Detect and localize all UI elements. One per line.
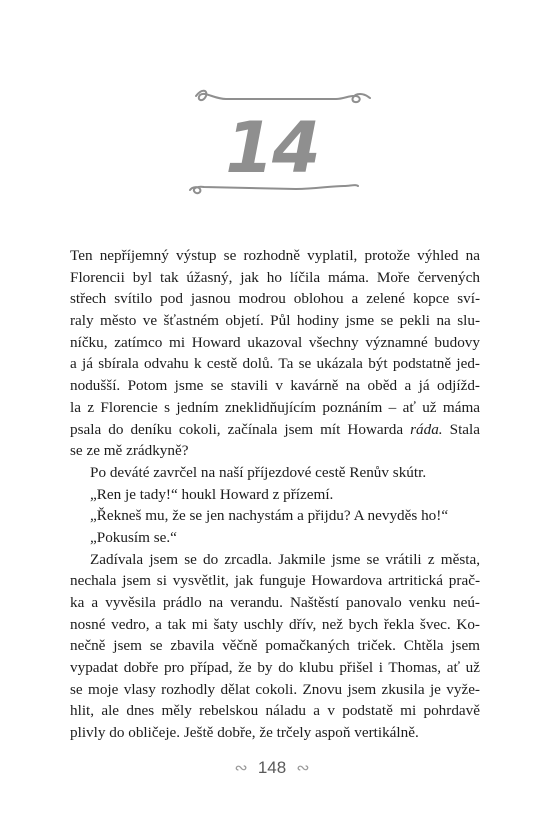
body-text [70, 245, 480, 744]
text-line: se moje vlasy rozhodly dělat cokoli. Znovu jsem zkusila je vyže- [70, 680, 480, 698]
text-line: Florencii byl tak úžasný, jak ho líčila máma. Moře červených [70, 268, 480, 286]
text-line: střech svítilo pod jasnou modrou oblohou a zelené kopce sví- [70, 290, 480, 308]
text-line: vypadat dobře pro případ, že by do klubu přišel i Thomas, ať už [70, 659, 480, 677]
text-line: ka a vyvěsila prádlo na verandu. Naštěstí panovalo venku neú- [70, 594, 480, 611]
text-line: nečně jsem se zbavila věčně pomačkaných triček. Chtěla jsem [70, 637, 480, 655]
footer-ornament-right: ∾ [296, 760, 310, 777]
footer-ornament-left: ∾ [234, 760, 248, 777]
page-number: 148 [257, 758, 287, 777]
text-line: Ten nepříjemný výstup se rozhodně vyplatil, protože výhled na [70, 247, 480, 264]
text-line: raly město ve šťastném objetí. Půl hodiny jsme se pekli na slu- [70, 312, 480, 330]
text-segment: Stala [442, 420, 480, 438]
text-line: Po deváté zavrčel na naší příjezdové cestě Renův skútr. [90, 463, 427, 481]
text-line: níčku, zatímco mi Howard ukazoval všechny významné budovy [70, 333, 480, 351]
text-line: nosné vedro, a tak mi šaty uschly dřív, než bych řekla švec. Ko- [70, 615, 480, 633]
ornament-top-line [196, 91, 370, 102]
text-line [70, 419, 480, 441]
page-footer [0, 758, 544, 778]
emphasized-word: ráda. [410, 420, 443, 438]
text-line: a já sbírala odvahu k cestě dolů. Ta se ukázala být podstatně jed- [70, 355, 480, 373]
text-line: hlit, ale dnes měly rebelskou náladu a v podstatě mi pohrdavě [70, 702, 480, 720]
text-line: se ze mě zrádkyně? [70, 442, 189, 460]
text-line: nodušší. Potom jsme se stavili v kavárně na oběd a já odjížd- [70, 377, 480, 395]
chapter-number: 14 [225, 107, 319, 189]
text-line: Zadívala jsem se do zrcadla. Jakmile jsme se vrátili z města, [90, 550, 480, 568]
text-line: „Řekneš mu, že se jen nachystám a přijdu? A nevyděs ho!“ [90, 507, 449, 525]
text-line: la z Florencie s jedním zneklidňujícím poznáním – ať už máma [70, 398, 480, 416]
text-line: plivly do obličeje. Ještě dobře, že trčely aspoň vertikálně. [70, 724, 419, 742]
text-segment: psala do deníku cokoli, začínala jsem mít Howarda [70, 420, 411, 438]
text-line: nechala jsem si vysvětlit, jak funguje Howardova artritická prač- [70, 572, 480, 590]
text-line: „Pokusím se.“ [90, 528, 177, 546]
text-line: „Ren je tady!“ houkl Howard z přízemí. [90, 485, 334, 503]
